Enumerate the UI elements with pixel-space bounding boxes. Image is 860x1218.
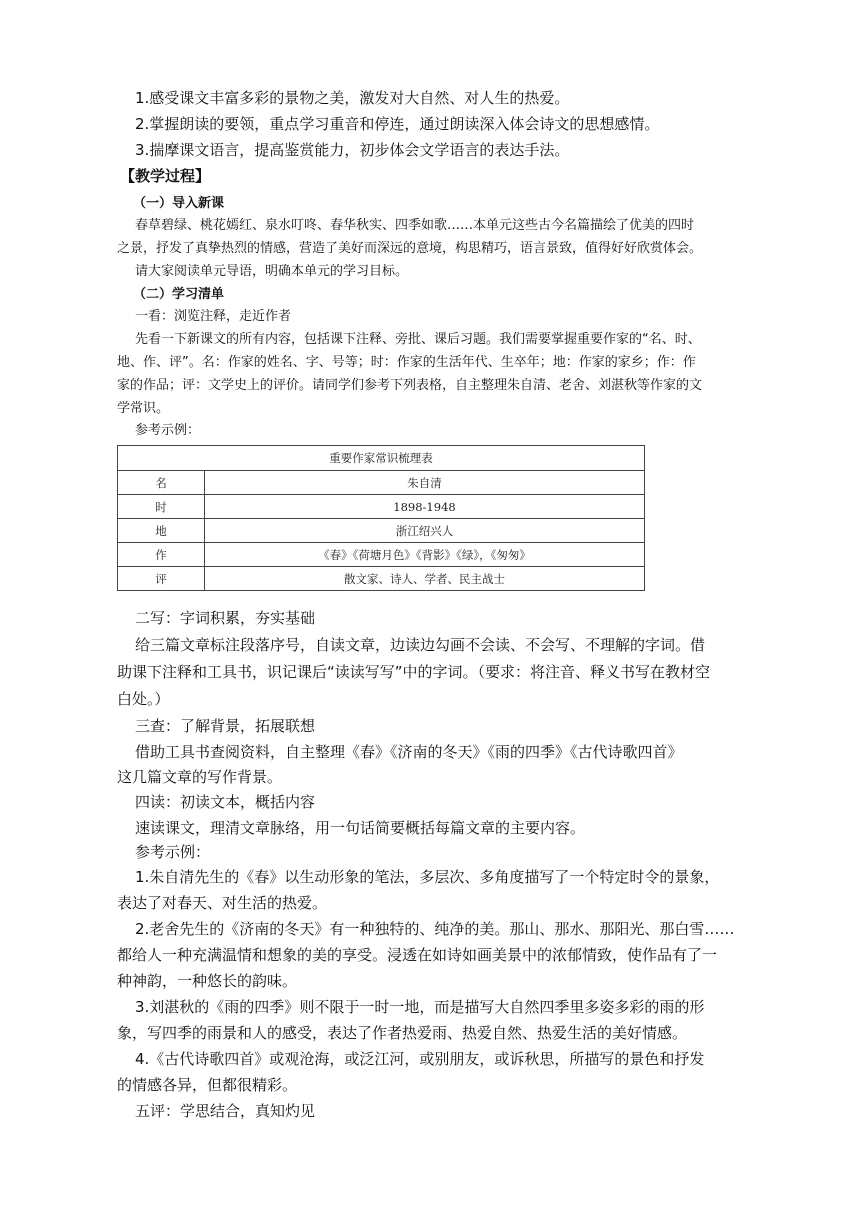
objective-3: 3.揣摩课文语言，提高鉴赏能力，初步体会文学语言的表达手法。 <box>135 141 570 159</box>
table-key: 地 <box>118 519 205 543</box>
step2-line-3: 白处。） <box>117 690 170 708</box>
table-value: 浙江绍兴人 <box>205 519 645 543</box>
author-info-table <box>117 445 645 591</box>
objective-2: 2.掌握朗读的要领，重点学习重音和停连，通过朗读深入体会诗文的思想感情。 <box>135 115 660 133</box>
step5-title: 五评：学思结合，真知灼见 <box>135 1102 316 1120</box>
table-value: 朱自清 <box>205 471 645 495</box>
section-heading: 【教学过程】 <box>120 167 211 185</box>
step2-line-1: 给三篇文章标注段落序号，自读文章，边读边勾画不会读、不会写、不理解的字词。借 <box>135 636 706 654</box>
part2-heading: （二）学习清单 <box>133 287 225 302</box>
step4-line-8: 3.刘湛秋的《雨的四季》则不限于一时一地，而是描写大自然四季里多姿多彩的雨的形 <box>135 998 705 1016</box>
table-row <box>118 543 645 567</box>
step4-title: 四读：初读文本，概括内容 <box>135 793 316 811</box>
part1-heading: （一）导入新课 <box>133 196 225 211</box>
step1-line-3: 家的作品；评：文学史上的评价。请同学们参考下列表格，自主整理朱自清、老舍、刘湛秋等作家的文 <box>117 378 703 393</box>
table-key: 评 <box>118 567 205 591</box>
step4-line-11: 的情感各异，但都很精彩。 <box>117 1076 298 1094</box>
step4-line-6: 都给人一种充满温情和想象的美的享受。浸透在如诗如画美景中的浓郁情致，使作品有了一 <box>117 946 718 964</box>
objective-1: 1.感受课文丰富多彩的景物之美，激发对大自然、对人生的热爱。 <box>135 89 570 107</box>
table-value: 《春》《荷塘月色》《背影》《绿》，《匆匆》 <box>205 543 645 567</box>
example-label: 参考示例： <box>135 423 201 438</box>
step3-line-1: 借助工具书查阅资料，自主整理《春》《济南的冬天》《雨的四季》《古代诗歌四首》 <box>135 743 683 761</box>
step1-line-4: 学常识。 <box>117 401 170 416</box>
table-row <box>118 567 645 591</box>
step4-line-9: 象，写四季的雨景和人的感受，表达了作者热爱雨、热爱自然、热爱生活的美好情感。 <box>117 1024 688 1042</box>
step4-line-4: 表达了对春天、对生活的热爱。 <box>117 894 328 912</box>
table-key: 名 <box>118 471 205 495</box>
step3-line-2: 这几篇文章的写作背景。 <box>117 768 283 786</box>
table-title-row <box>118 446 645 471</box>
table-title: 重要作家常识梳理表 <box>118 446 645 471</box>
step2-line-2: 助课下注释和工具书，识记课后“读读写写”中的字词。（要求：将注音、释义书写在教材空 <box>117 663 711 681</box>
step1-line-1: 先看一下新课文的所有内容，包括课下注释、旁批、课后习题。我们需要掌握重要作家的“名、时、 <box>135 332 701 347</box>
step1-line-2: 地、作、评”。名：作家的姓名、字、号等；时：作家的生活年代、生卒年；地：作家的家乡；作：作 <box>117 355 696 370</box>
table-key: 时 <box>118 495 205 519</box>
table-value: 散文家、诗人、学者、民主战士 <box>205 567 645 591</box>
table-row <box>118 519 645 543</box>
step1-title: 一看：浏览注释，走近作者 <box>135 309 292 324</box>
step4-line-5: 2.老舍先生的《济南的冬天》有一种独特的、纯净的美。那山、那水、那阳光、那白雪…… <box>135 920 735 938</box>
step2-title: 二写：字词积累，夯实基础 <box>135 609 316 627</box>
step4-line-10: 4.《古代诗歌四首》或观沧海，或泛江河，或别朋友，或诉秋思，所描写的景色和抒发 <box>135 1050 705 1068</box>
step4-line-1: 速读课文，理清文章脉络，用一句话简要概括每篇文章的主要内容。 <box>135 819 586 837</box>
step4-line-2: 参考示例： <box>135 843 211 861</box>
step3-title: 三查：了解背景，拓展联想 <box>135 717 316 735</box>
part1-line-2: 之景，抒发了真挚热烈的情感，营造了美好而深远的意境，构思精巧，语言景致，值得好好欣赏体会。 <box>117 241 703 256</box>
part1-line-1: 春草碧绿、桃花嫣红、泉水叮咚、春华秋实、四季如歌……本单元这些古今名篇描绘了优美的四时 <box>135 218 695 233</box>
table-key: 作 <box>118 543 205 567</box>
table-row <box>118 471 645 495</box>
table-row <box>118 495 645 519</box>
step4-line-7: 种神韵，一种悠长的韵味。 <box>117 972 298 990</box>
step4-line-3: 1.朱自清先生的《春》以生动形象的笔法，多层次、多角度描写了一个特定时令的景象， <box>135 868 720 886</box>
part1-line-3: 请大家阅读单元导语，明确本单元的学习目标。 <box>135 264 409 279</box>
table-value: 1898-1948 <box>205 495 645 519</box>
